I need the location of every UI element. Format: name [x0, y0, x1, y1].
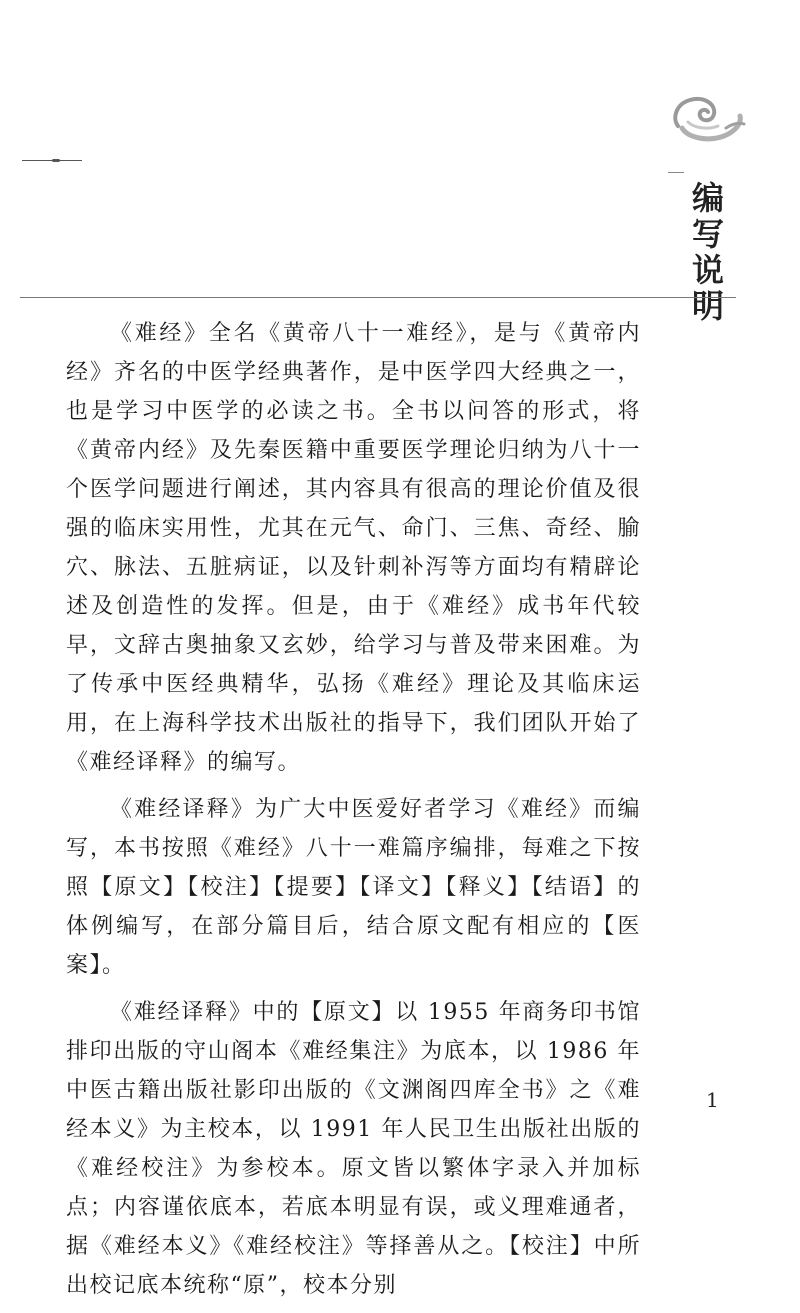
body-text	[66, 314, 641, 1313]
section-title: 编写说明	[691, 179, 724, 325]
page-number: 1	[706, 1088, 719, 1112]
cloud-swirl-icon	[668, 88, 748, 148]
paragraph-1: 《难经》全名《黄帝八十一难经》，是与《黄帝内经》齐名的中医学经典著作，是中医学四大经典之一，也是学习中医学的必读之书。全书以问答的形式，将《黄帝内经》及先秦医籍中重要医学理论归纳为八十一个医学问题进行阐述，其内容具有很高的理论价值及很强的临床实用性，尤其在元气、命门、三焦、奇经、腧穴、脉法、五脏病证，以及针刺补泻等方面均有精辟论述及创造性的发挥。但是，由于《难经》成书年代较早，文辞古奥抽象又玄妙，给学习与普及带来困难。为了传承中医经典精华，弘扬《难经》理论及其临床运用，在上海科学技术出版社的指导下，我们团队开始了《难经译释》的编写。	[66, 321, 641, 775]
top-left-decorative-rule	[22, 160, 82, 161]
paragraph-3: 《难经译释》中的【原文】以 1955 年商务印书馆排印出版的守山阁本《难经集注》为底本，以 1986 年中医古籍出版社影印出版的《文渊阁四库全书》之《难经本义》为主校本，以 1991 年人民卫生出版社出版的《难经校注》为参校本。原文皆以繁体字录入并加标点；内容谨依底本，若底本明显有误，或义理难通者，据《难经本义》《难经校注》等择善从之。【校注】中所出校记底本统称“原”，校本分别	[66, 1000, 641, 1298]
header-rule	[20, 297, 736, 298]
title-tick-mark	[668, 172, 684, 173]
paragraph-2: 《难经译释》为广大中医爱好者学习《难经》而编写，本书按照《难经》八十一难篇序编排，每难之下按照【原文】【校注】【提要】【译文】【释义】【结语】的体例编写，在部分篇目后，结合原文配有相应的【医案】。	[66, 797, 641, 978]
